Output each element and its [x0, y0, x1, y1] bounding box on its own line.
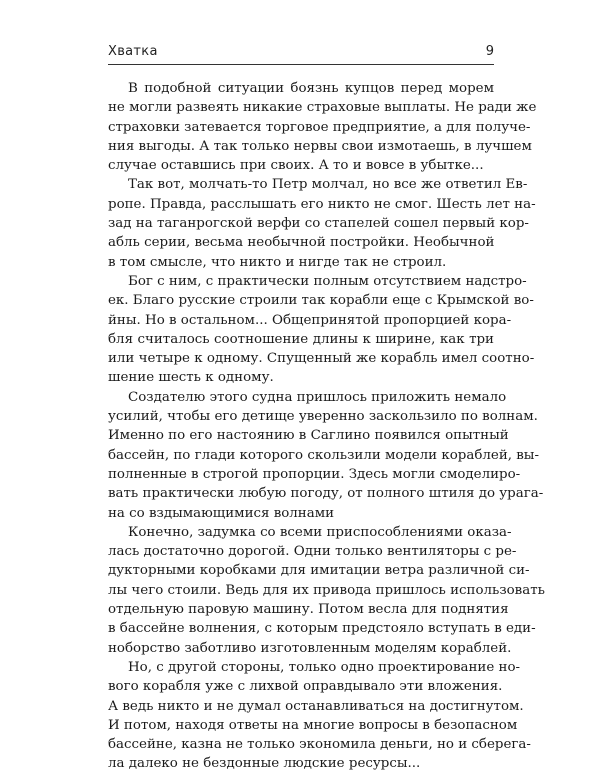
text-line: И потом, находя ответы на многие вопросы в безопасном — [108, 717, 518, 733]
text-line: йны. Но в остальном... Общепринятой пропорцией кора- — [108, 312, 512, 328]
paragraph — [108, 175, 536, 271]
text-line: дукторными коробками для имитации ветра различной си- — [108, 563, 530, 579]
paragraph — [108, 388, 544, 523]
text-line: случае оставшись при своих. А то и вовсе в убытке... — [108, 158, 484, 174]
text-line: абль серии, весьма необычной постройки. Необычной — [108, 235, 495, 251]
text-line: вого корабля уже с лихвой оправдывало эти вложения. — [108, 679, 503, 695]
text-line: не могли развеять никакие страховые выплаты. Не ради же — [108, 100, 537, 116]
text-line: ропе. Правда, расслышать его никто не смог. Шесть лет на- — [108, 196, 536, 212]
text-line: лась достаточно дорогой. Одни только вентиляторы с ре- — [108, 544, 517, 560]
running-title: Хватка — [108, 44, 158, 59]
text-line: ния выгоды. А так только нервы свои измотаешь, в лучшем — [108, 138, 532, 154]
text-line: бассейн, по глади которого скользили модели кораблей, вы- — [108, 447, 539, 463]
text-line: на со вздымающимися волнами — [108, 505, 335, 521]
text-line: бля считалось соотношение длины к ширине, как три — [108, 331, 494, 347]
text-line: бассейне, казна не только экономила деньги, но и сберега- — [108, 737, 531, 753]
text-line: отдельную паровую машину. Потом весла для поднятия — [108, 602, 509, 618]
text-line: Создателю этого судна пришлось приложить немало — [128, 389, 507, 405]
paragraph — [108, 523, 545, 658]
page-number: 9 — [485, 44, 494, 59]
text-line: Конечно, задумка со всеми приспособлениями оказа- — [128, 524, 512, 540]
text-line: Именно по его настоянию в Саглино появился опытный — [108, 428, 509, 444]
text-line: лы чего стоили. Ведь для их привода пришлось использовать — [108, 582, 545, 598]
text-line: ноборство заботливо изготовленным моделям кораблей. — [108, 640, 512, 656]
text-line: Но, с другой стороны, только одно проектирование но- — [128, 659, 521, 675]
running-header — [108, 44, 494, 66]
text-line: или четыре к одному. Спущенный же корабль имел соотно- — [108, 351, 535, 367]
text-line: шение шесть к одному. — [108, 370, 274, 386]
text-line: зад на таганрогской верфи со стапелей сошел первый кор- — [108, 216, 529, 232]
paragraph — [108, 79, 537, 175]
text-line: А ведь никто и не думал останавливаться на достигнутом. — [108, 698, 524, 714]
text-line: усилий, чтобы его детище уверенно заскользило по волнам. — [108, 409, 538, 425]
text-line: Бог с ним, с практически полным отсутствием надстро- — [128, 273, 527, 289]
text-line: страховки затевается торговое предприятие, а для получе- — [108, 119, 531, 135]
text-line: В подобной ситуации боязнь купцов перед морем — [128, 81, 494, 96]
text-line: полненные в строгой пропорции. Здесь могли смоделиро- — [108, 466, 521, 482]
text-line: ек. Благо русские строили так корабли еще с Крымской во- — [108, 293, 534, 309]
text-line: в бассейне волнения, с которым предстояло вступать в еди- — [108, 621, 536, 637]
paragraph — [108, 658, 531, 774]
text-line: вать практически любую погоду, от полного штиля до урага- — [108, 486, 544, 502]
header-rule — [108, 64, 494, 65]
text-line: Так вот, молчать-то Петр молчал, но все же ответил Ев- — [128, 177, 528, 193]
text-line: в том смысле, что никто и нигде так не строил. — [108, 254, 447, 270]
body-text — [108, 79, 545, 774]
text-line: ла далеко не бездонные людские ресурсы... — [108, 756, 421, 772]
paragraph — [108, 272, 535, 388]
